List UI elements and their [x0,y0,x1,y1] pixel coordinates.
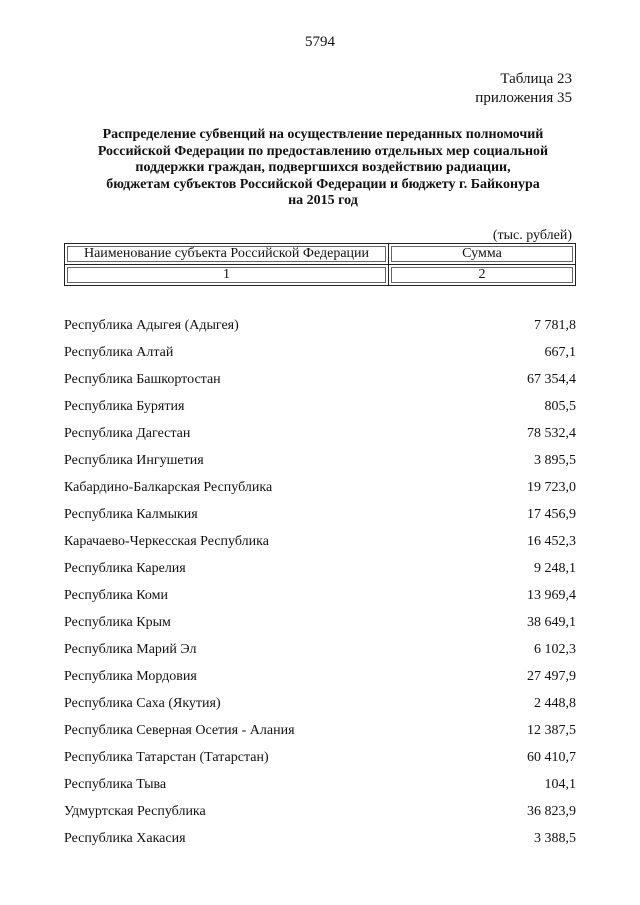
table-row [64,393,576,420]
subject-amount: 805,5 [544,399,576,414]
table-row [64,798,576,825]
subject-amount: 13 969,4 [527,588,576,603]
table-row [64,555,576,582]
header-amount-column: Сумма [389,244,576,265]
subject-name: Республика Алтай [64,345,174,360]
subject-amount: 60 410,7 [527,750,576,765]
table-reference-line1: Таблица 23 [500,71,572,87]
table-reference [475,70,572,108]
title-line-4: бюджетам субъектов Российской Федерации и бюджету г. Байконура [106,176,540,192]
subject-amount: 27 497,9 [527,669,576,684]
subject-name: Республика Бурятия [64,399,185,414]
title-line-3: поддержки граждан, подвергшихся воздействию радиации, [135,160,511,175]
subject-name: Карачаево-Черкесская Республика [64,534,269,549]
table-row [64,528,576,555]
document-title [70,127,576,210]
page-number: 5794 [305,34,335,50]
header-number-2: 2 [389,265,576,286]
table-row [64,825,576,852]
header-name-column: Наименование субъекта Российской Федерации [65,244,389,265]
subject-amount: 38 649,1 [527,615,576,630]
table-row [64,582,576,609]
table-row [64,474,576,501]
header-number-1: 1 [65,265,389,286]
subject-amount: 78 532,4 [527,426,576,441]
subject-amount: 9 248,1 [534,561,576,576]
subject-name: Республика Ингушетия [64,453,204,468]
subject-name: Республика Башкортостан [64,372,221,387]
subject-amount: 3 895,5 [534,453,576,468]
subject-amount: 16 452,3 [527,534,576,549]
subject-amount: 19 723,0 [527,480,576,495]
subject-amount: 2 448,8 [534,696,576,711]
title-line-2: Российской Федерации по предоставлению отдельных мер социальной [97,143,549,159]
subject-amount: 3 388,5 [534,831,576,846]
subject-name: Кабардино-Балкарская Республика [64,480,273,495]
table-row [64,339,576,366]
table-row [64,501,576,528]
subject-amount: 6 102,3 [534,642,576,657]
subject-amount: 67 354,4 [527,372,576,387]
subject-name: Республика Татарстан (Татарстан) [64,750,269,765]
table-row [64,717,576,744]
subject-name: Республика Коми [64,588,168,603]
subject-name: Республика Тыва [64,777,167,792]
table-header [64,243,576,286]
table-row [64,690,576,717]
subject-name: Республика Хакасия [64,831,186,846]
header-number-row [65,265,576,286]
subject-name: Республика Калмыкия [64,507,198,522]
subject-amount: 12 387,5 [527,723,576,738]
title-line-5: на 2015 год [288,193,358,208]
table-row [64,312,576,339]
subject-amount: 36 823,9 [527,804,576,819]
subject-name: Республика Крым [64,615,171,630]
subject-amount: 667,1 [544,345,576,360]
units-label: (тыс. рублей) [492,228,572,243]
subject-name: Республика Марий Эл [64,642,197,657]
table-row [64,447,576,474]
table-row [64,420,576,447]
table-row [64,744,576,771]
table-row [64,663,576,690]
table-row [64,636,576,663]
subject-name: Республика Дагестан [64,426,191,441]
subject-amount: 104,1 [544,777,576,792]
subject-name: Республика Карелия [64,561,186,576]
table-body [64,312,576,852]
table-row [64,609,576,636]
subject-amount: 7 781,8 [534,318,576,333]
subject-name: Республика Саха (Якутия) [64,696,221,711]
title-line-1: Распределение субвенций на осуществление переданных полномочий [102,127,544,142]
subject-amount: 17 456,9 [527,507,576,522]
subject-name: Республика Адыгея (Адыгея) [64,318,239,333]
table-row [64,771,576,798]
subject-name: Республика Северная Осетия - Алания [64,723,295,738]
subject-name: Удмуртская Республика [64,804,206,819]
table-reference-line2: приложения 35 [475,90,572,106]
table-row [64,366,576,393]
subject-name: Республика Мордовия [64,669,197,684]
header-row [65,244,576,265]
